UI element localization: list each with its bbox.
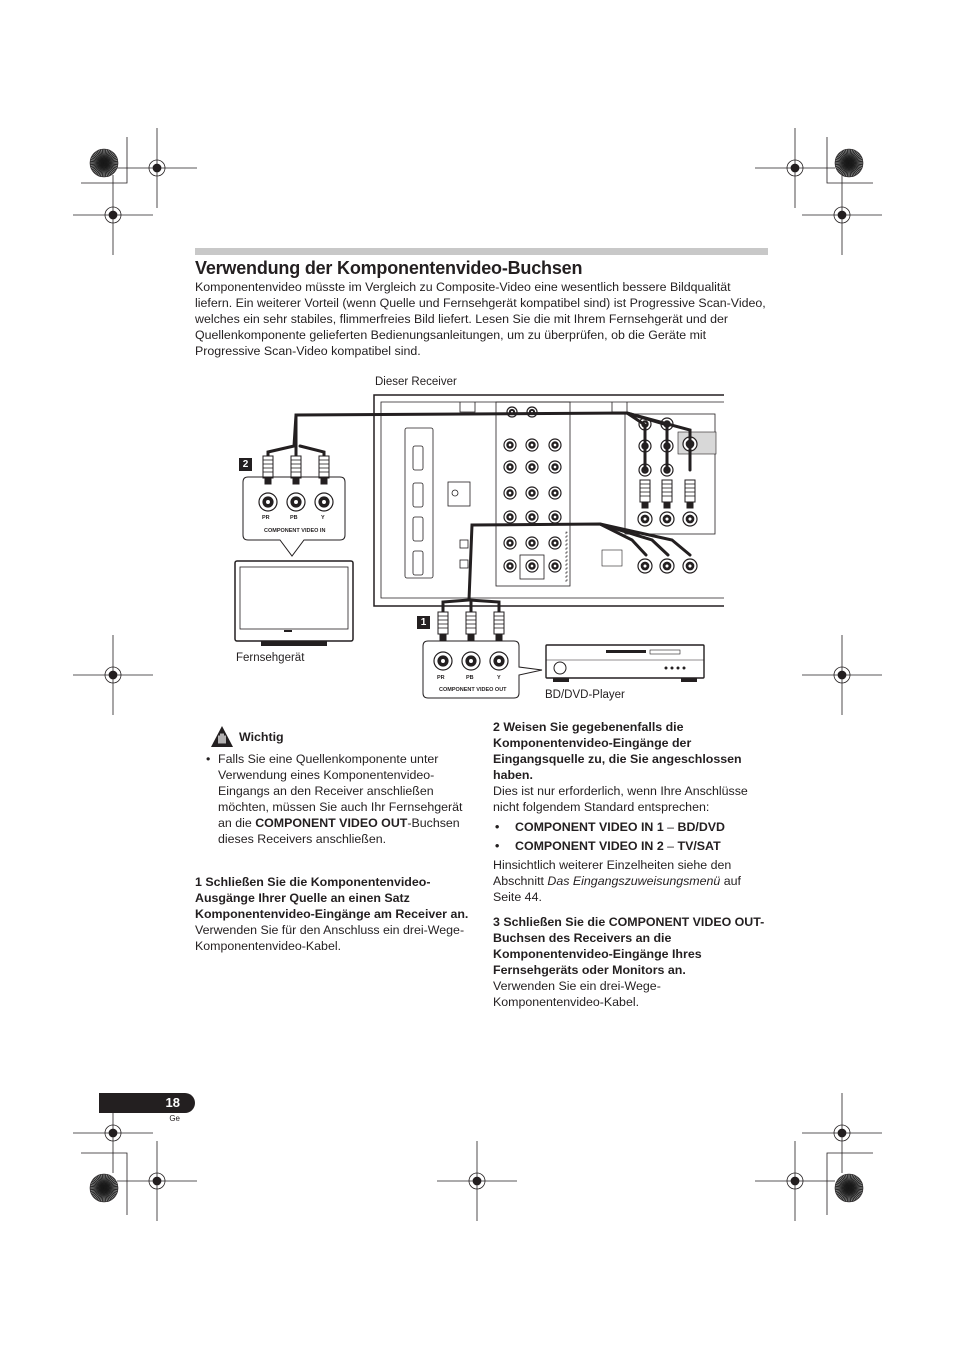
rca-jack — [315, 493, 333, 511]
step-1-heading: 1 Schließen Sie die Komponentenvideo-Ausgänge Ihrer Quelle an einen Satz Komponentenvideo-Eingänge am Receiver an. — [195, 875, 469, 921]
rca-plug — [640, 480, 650, 508]
step-marker-tv: 2 — [239, 458, 252, 471]
page-language: Ge — [169, 1114, 180, 1123]
rca-plug — [494, 612, 504, 640]
step-2-reference: Hinsichtlich weiterer Einzelheiten siehe den Abschnitt Das Eingangszuweisungsmenü auf Seite 44. — [493, 858, 741, 904]
rca-jack — [549, 537, 561, 549]
assignment-item: • COMPONENT VIDEO IN 1 – BD/DVD — [493, 819, 769, 835]
tv-jack-label: Y — [321, 515, 325, 521]
rca-plug — [466, 612, 476, 640]
rca-jack — [526, 461, 538, 473]
player-jack-label: PR — [437, 675, 445, 681]
tv-label: Fernsehgerät — [236, 652, 305, 664]
rca-jack — [526, 511, 538, 523]
rca-plug — [291, 456, 301, 484]
assignment-list — [493, 819, 769, 854]
important-note — [204, 751, 474, 847]
rca-jack — [504, 487, 516, 499]
player-jack-label: PB — [466, 675, 474, 681]
rca-jack — [549, 560, 561, 572]
rca-plug — [438, 612, 448, 640]
rca-jack — [434, 652, 452, 670]
rca-jack — [490, 652, 508, 670]
step-2 — [493, 719, 769, 905]
rca-jack — [504, 461, 516, 473]
menu-reference: Das Eingangszuweisungsmenü — [547, 874, 721, 888]
player-jacks-caption: COMPONENT VIDEO OUT — [439, 687, 507, 693]
rca-plug — [662, 480, 672, 508]
assignment-item: • COMPONENT VIDEO IN 2 – TV/SAT — [493, 838, 769, 854]
rca-jack — [526, 537, 538, 549]
player-label: BD/DVD-Player — [545, 689, 625, 701]
rca-jack — [462, 652, 480, 670]
rca-jack — [527, 407, 537, 417]
step-2-heading: 2 Weisen Sie gegebenenfalls die Komponentenvideo-Eingänge der Eingangsquelle zu, die Sie angeschlossen haben. — [493, 720, 742, 782]
step-3-text: Verwenden Sie ein drei-Wege-Komponentenvideo-Kabel. — [493, 979, 661, 1009]
rca-jack — [683, 559, 697, 573]
intro-paragraph: Komponentenvideo müsste im Vergleich zu Composite-Video eine wesentlich bessere Bildqualität liefern. Ein weiterer Vorteil (wenn Quelle und Fernsehgerät kompatibel sind) ist Progressive Scan-Video, welches ein sehr stabiles, flimmerfreies Bild liefert. Lesen Sie die mit Ihrem Fernsehgerät und der Quellenkomponente gelieferten Bedienungsanleitungen, um zu überprüfen, ob die Geräte mit Progressive Scan-Video kompatibel sind. — [195, 280, 766, 358]
section-title: Verwendung der Komponentenvideo-Buchsen — [195, 258, 583, 278]
step-1 — [195, 874, 475, 954]
rca-jack — [549, 461, 561, 473]
rca-jack — [660, 559, 674, 573]
step-2-text: Dies ist nur erforderlich, wenn Ihre Anschlüsse nicht folgendem Standard entsprechen: — [493, 784, 748, 814]
rca-jack — [549, 487, 561, 499]
tv-illustration — [235, 561, 353, 646]
rca-jack — [504, 439, 516, 451]
rca-jack — [660, 512, 674, 526]
rca-jack — [526, 439, 538, 451]
player-jack-label: Y — [497, 675, 501, 681]
tv-jack-label: PR — [262, 515, 270, 521]
rca-jack — [638, 512, 652, 526]
rca-jack — [287, 493, 305, 511]
rca-jack — [549, 439, 561, 451]
component-video-out-term: COMPONENT VIDEO OUT — [255, 816, 408, 830]
receiver-label: Dieser Receiver — [375, 376, 457, 388]
rca-jack — [549, 511, 561, 523]
rca-jack — [259, 493, 277, 511]
important-bullet: • Falls Sie eine Quellenkomponente unter Verwendung eines Komponentenvideo-Eingangs an den Receiver anschließen möchten, müssen Sie auch Ihr Fernsehgerät an die COMPONENT VIDEO OUT-Buchsen dieses Receivers anschließen. — [204, 751, 474, 847]
rca-jack — [504, 560, 516, 572]
page-number: 18 — [165, 1095, 180, 1110]
rca-jack — [504, 511, 516, 523]
important-title: Wichtig — [239, 730, 284, 744]
tv-jack-label: PB — [290, 515, 298, 521]
rca-plug — [263, 456, 273, 484]
step-1-text: Verwenden Sie für den Anschluss ein drei-Wege-Komponentenvideo-Kabel. — [195, 923, 465, 953]
warning-hand-icon — [210, 725, 234, 748]
bd-player-illustration — [546, 645, 704, 682]
page-number-tab — [99, 1093, 195, 1113]
tv-jacks-caption: COMPONENT VIDEO IN — [264, 528, 326, 534]
step-marker-player: 1 — [417, 616, 430, 629]
rca-jack — [683, 512, 697, 526]
rca-jack — [526, 487, 538, 499]
rca-plug — [319, 456, 329, 484]
rca-jack — [638, 559, 652, 573]
rca-jack — [526, 560, 538, 572]
step-3-heading: 3 Schließen Sie die COMPONENT VIDEO OUT-Buchsen des Receivers an die Komponentenvideo-Eingänge Ihres Fernsehgeräts oder Monitors an. — [493, 915, 765, 977]
rca-jack — [504, 537, 516, 549]
rca-plug — [685, 480, 695, 508]
step-3 — [493, 914, 769, 1010]
rca-jack — [507, 407, 517, 417]
